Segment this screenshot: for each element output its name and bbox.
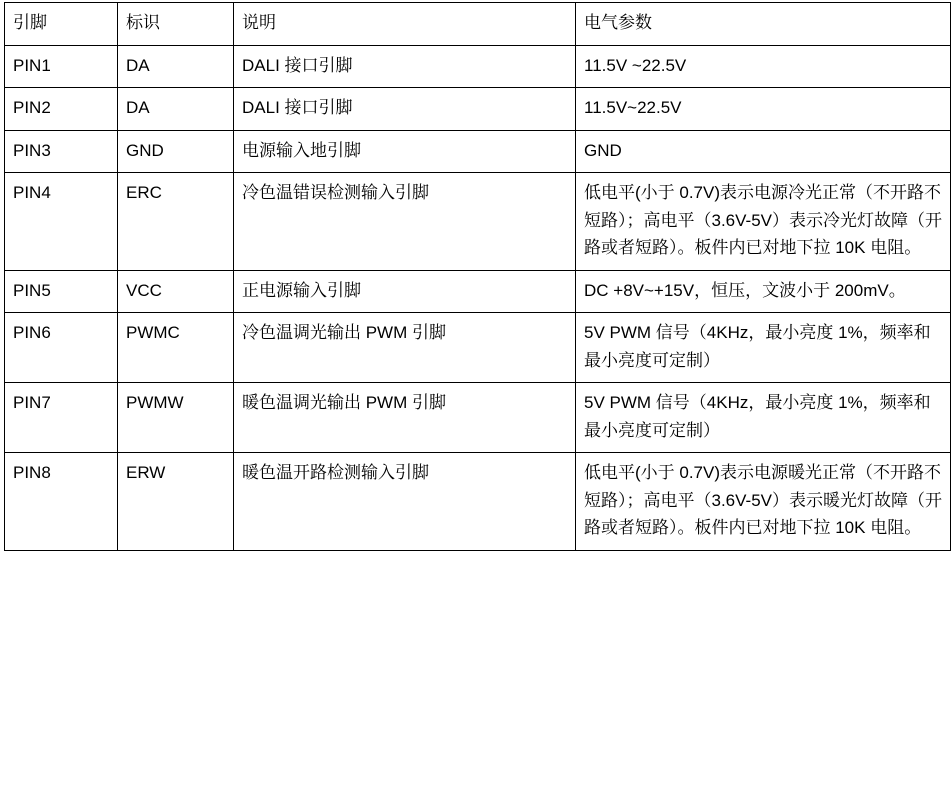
cell-elec: 低电平(小于 0.7V)表示电源冷光正常（不开路不短路）；高电平（3.6V-5V）表示冷光灯故障（开路或者短路）。板件内已对地下拉 10K 电阻。 (576, 173, 951, 271)
cell-elec: 11.5V~22.5V (576, 88, 951, 131)
cell-elec: 5V PWM 信号（4KHz，最小亮度 1%，频率和最小亮度可定制） (576, 313, 951, 383)
cell-id: DA (118, 45, 234, 88)
column-header-id: 标识 (118, 3, 234, 46)
cell-desc: 电源输入地引脚 (234, 130, 576, 173)
cell-elec: DC +8V~+15V，恒压，文波小于 200mV。 (576, 270, 951, 313)
cell-pin: PIN2 (5, 88, 118, 131)
table-row (5, 453, 951, 551)
cell-pin: PIN5 (5, 270, 118, 313)
cell-pin: PIN6 (5, 313, 118, 383)
cell-id: DA (118, 88, 234, 131)
cell-id: PWMW (118, 383, 234, 453)
table-row (5, 130, 951, 173)
cell-pin: PIN3 (5, 130, 118, 173)
cell-elec: GND (576, 130, 951, 173)
cell-desc: 正电源输入引脚 (234, 270, 576, 313)
table-header-row (5, 3, 951, 46)
cell-desc: 暖色温开路检测输入引脚 (234, 453, 576, 551)
table-row (5, 45, 951, 88)
cell-id: GND (118, 130, 234, 173)
cell-elec: 低电平(小于 0.7V)表示电源暖光正常（不开路不短路）；高电平（3.6V-5V）表示暖光灯故障（开路或者短路）。板件内已对地下拉 10K 电阻。 (576, 453, 951, 551)
cell-id: VCC (118, 270, 234, 313)
cell-elec: 5V PWM 信号（4KHz，最小亮度 1%，频率和最小亮度可定制） (576, 383, 951, 453)
cell-desc: 暖色温调光输出 PWM 引脚 (234, 383, 576, 453)
cell-id: ERW (118, 453, 234, 551)
table-row (5, 270, 951, 313)
cell-id: PWMC (118, 313, 234, 383)
column-header-elec: 电气参数 (576, 3, 951, 46)
table-row (5, 88, 951, 131)
pin-definition-table (4, 2, 951, 551)
cell-desc: DALI 接口引脚 (234, 45, 576, 88)
cell-pin: PIN8 (5, 453, 118, 551)
cell-desc: 冷色温错误检测输入引脚 (234, 173, 576, 271)
table-row (5, 383, 951, 453)
column-header-desc: 说明 (234, 3, 576, 46)
cell-pin: PIN1 (5, 45, 118, 88)
cell-desc: DALI 接口引脚 (234, 88, 576, 131)
cell-pin: PIN4 (5, 173, 118, 271)
table-row (5, 313, 951, 383)
cell-elec: 11.5V ~22.5V (576, 45, 951, 88)
cell-pin: PIN7 (5, 383, 118, 453)
table-row (5, 173, 951, 271)
cell-id: ERC (118, 173, 234, 271)
cell-desc: 冷色温调光输出 PWM 引脚 (234, 313, 576, 383)
column-header-pin: 引脚 (5, 3, 118, 46)
